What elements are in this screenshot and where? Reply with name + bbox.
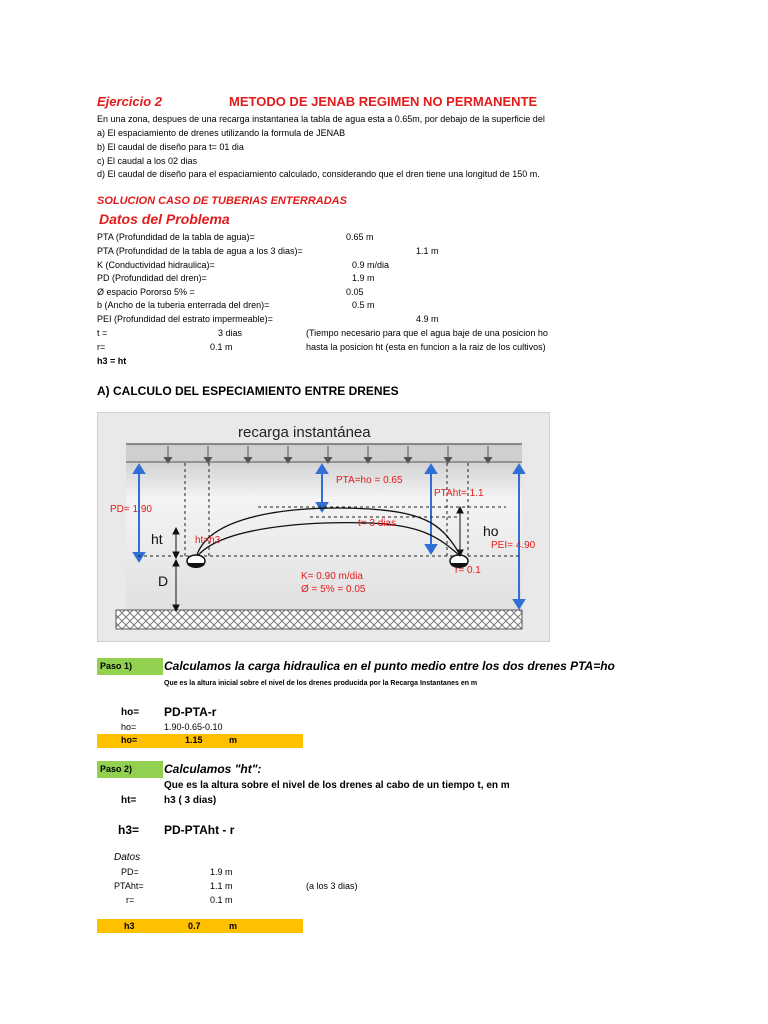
k-label: K= 0.90 m/dia <box>301 571 363 582</box>
impermeable-layer <box>116 610 522 629</box>
data-value: 0.05 <box>346 287 364 297</box>
exercise-label: Ejercicio 2 <box>97 94 163 109</box>
ho-sub-label: ho= <box>121 722 137 732</box>
r-value: 0.1 m <box>210 342 233 352</box>
page-title: METODO DE JENAB REGIMEN NO PERMANENTE <box>229 94 538 109</box>
t-label: t = <box>97 328 108 338</box>
ho-label: ho <box>483 523 499 539</box>
ho-eq-formula: PD-PTA-r <box>164 705 217 719</box>
ptaht-data-note: (a los 3 dias) <box>306 881 358 891</box>
data-label: PTA (Profundidad de la tabla de agua)= <box>97 232 255 242</box>
paso1-title: Calculamos la carga hidraulica en el punto medio entre los dos drenes PTA=ho <box>164 659 615 673</box>
data-value: 0.9 m/dia <box>352 260 390 270</box>
diagram-title: recarga instantánea <box>238 424 371 441</box>
ht-eq-value: h3 ( 3 dias) <box>164 795 217 806</box>
h3-result-label: h3 <box>124 921 135 931</box>
r-label-diagram: r= 0.1 <box>455 565 481 576</box>
statement-line: a) El espaciamiento de drenes utilizando la formula de JENAB <box>97 128 346 138</box>
pd-data-label: PD= <box>121 867 139 877</box>
d-label: D <box>158 573 169 589</box>
solution-title: SOLUCION CASO DE TUBERIAS ENTERRADAS <box>97 195 347 207</box>
data-label: PEI (Profundidad del estrato impermeable)= <box>97 314 273 324</box>
t-value: 3 dias <box>218 328 243 338</box>
section-a-title: A) CALCULO DEL ESPECIAMIENTO ENTRE DRENES <box>97 384 399 398</box>
data-label: Ø espacio Pororso 5% = <box>97 287 195 297</box>
ht-label: ht <box>151 531 163 547</box>
t-label-diagram: t= 3 dias <box>358 518 397 529</box>
paso2-subtitle: Que es la altura sobre el nivel de los drenes al cabo de un tiempo t, en m <box>164 780 510 791</box>
pei-label: PEI= 4.90 <box>491 540 536 551</box>
ptaht-label: PTAht= 1.1 <box>434 488 484 499</box>
r-data-value: 0.1 m <box>210 895 233 905</box>
h3-eq-formula: PD-PTAht - r <box>164 823 235 837</box>
paso1-badge: Paso 1) <box>97 658 163 675</box>
pd-label: PD= 1.90 <box>110 504 152 515</box>
statement-line: b) El caudal de diseño para t= 01 dia <box>97 142 244 152</box>
h3-equals-ht: h3 = ht <box>97 356 127 366</box>
ht-h3-label: ht=h3 <box>195 535 221 546</box>
data-value: 1.1 m <box>416 246 439 256</box>
phi-label: Ø = 5% = 0.05 <box>301 584 366 595</box>
r-note: hasta la posicion ht (esta en funcion a la raiz de los cultivos) <box>306 342 546 352</box>
data-label: K (Conductividad hidraulica)= <box>97 260 215 270</box>
statement-line: En una zona, despues de una recarga instantanea la tabla de agua esta a 0.65m, por debajo de la superficie del <box>97 114 545 124</box>
data-label: PD (Profundidad del dren)= <box>97 273 207 283</box>
datos-title: Datos del Problema <box>99 211 230 227</box>
pta-label: PTA=ho = 0.65 <box>336 475 403 486</box>
data-label: PTA (Profundidad de la tabla de agua a los 3 dias)= <box>97 246 303 256</box>
ho-result-value: 1.15 <box>185 735 203 745</box>
ho-eq-label: ho= <box>121 707 140 718</box>
h3-eq-label: h3= <box>118 823 140 837</box>
data-value: 4.9 m <box>416 314 439 324</box>
t-note: (Tiempo necesario para que el agua baje de una posicion ho <box>306 328 548 338</box>
datos-label: Datos <box>114 852 141 863</box>
data-label: b (Ancho de la tuberia enterrada del dren)= <box>97 300 270 310</box>
data-value: 0.5 m <box>352 300 375 310</box>
ptaht-data-label: PTAht= <box>114 881 144 891</box>
r-data-label: r= <box>126 895 135 905</box>
paso2-badge: Paso 2) <box>97 761 163 778</box>
ho-result-label: ho= <box>121 735 138 745</box>
data-value: 1.9 m <box>352 273 375 283</box>
ho-result-unit: m <box>229 735 238 745</box>
drain-left <box>187 555 205 568</box>
h3-result-unit: m <box>229 921 238 931</box>
statement-line: c) El caudal a los 02 dias <box>97 156 198 166</box>
recharge-band <box>126 444 522 462</box>
ht-eq-label: ht= <box>121 795 137 806</box>
statement-line: d) El caudal de diseño para el espaciamiento calculado, considerando que el dren tiene una longitud de 150 m. <box>97 169 540 179</box>
ptaht-data-value: 1.1 m <box>210 881 233 891</box>
paso1-subtitle: Que es la altura inicial sobre el nivel de los drenes producida por la Recarga Instantanes en m <box>164 680 478 687</box>
data-value: 0.65 m <box>346 232 374 242</box>
drain-diagram <box>97 412 550 642</box>
paso2-title: Calculamos "ht": <box>164 762 262 776</box>
pd-data-value: 1.9 m <box>210 867 233 877</box>
ho-sub-formula: 1.90-0.65-0.10 <box>164 722 223 732</box>
h3-result-value: 0.7 <box>188 921 201 931</box>
r-label: r= <box>97 342 106 352</box>
